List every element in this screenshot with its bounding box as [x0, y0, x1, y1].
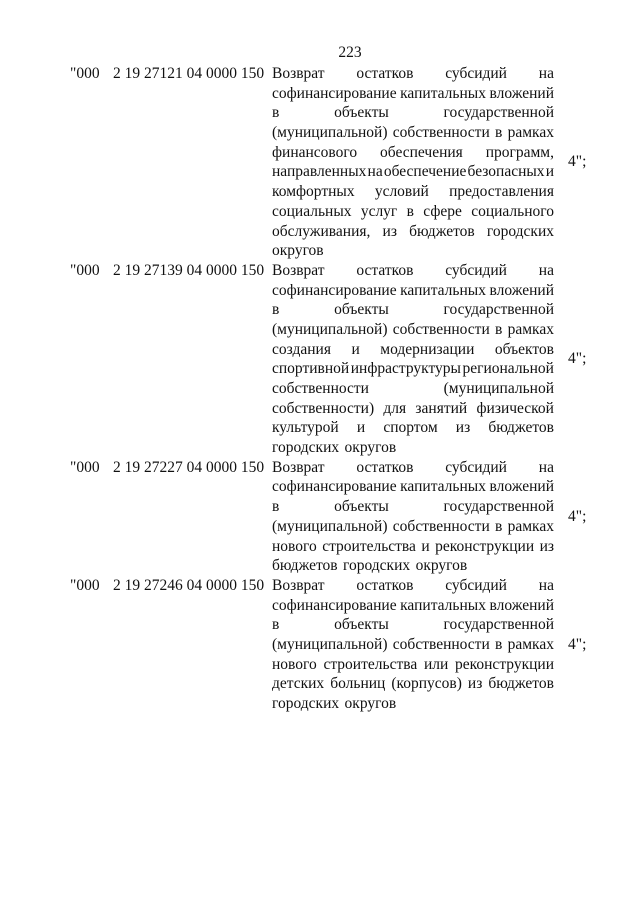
description-line: округов [272, 242, 324, 260]
description-line: (муниципальной) собственности в рамках [272, 517, 554, 535]
row-suffix: 4"; [568, 153, 587, 171]
description-line: детских больниц (корпусов) из бюджетов [272, 675, 554, 693]
description-line: городских округов [272, 695, 397, 712]
description-line: в объекты государственной [272, 301, 554, 319]
row-prefix: "000 [70, 576, 100, 594]
row-description [272, 64, 554, 261]
table-row [70, 261, 586, 458]
description-line: (муниципальной) собственности в рамках [272, 124, 554, 142]
description-line: нового строительства или реконструкции [272, 655, 554, 673]
description-line: культурой и спортом из бюджетов [272, 419, 554, 437]
table-row [70, 64, 586, 261]
description-line: направленных на обеспечение безопасных и [272, 163, 554, 181]
budget-code: 2 19 27121 04 0000 150 [113, 65, 265, 82]
description-line: обслуживания, из бюджетов городских [272, 222, 554, 240]
description-line: софинансирование капитальных вложений [272, 281, 554, 299]
description-line: в объекты государственной [272, 104, 554, 122]
description-line: (муниципальной) собственности в рамках [272, 320, 554, 338]
row-description [272, 261, 554, 458]
description-line: софинансирование капитальных вложений [272, 478, 554, 496]
row-description [272, 458, 554, 576]
description-line: бюджетов городских округов [272, 557, 468, 575]
table-row [70, 458, 586, 576]
description-line: городских округов [272, 439, 397, 457]
description-line: спортивной инфраструктуры региональной [272, 360, 554, 378]
row-suffix: 4"; [568, 507, 587, 525]
row-prefix: "000 [70, 65, 100, 82]
budget-code-table [70, 64, 586, 714]
description-line: Возврат остатков субсидий на [272, 65, 554, 82]
table-row [70, 576, 586, 714]
row-suffix: 4"; [568, 350, 587, 368]
description-line: софинансирование капитальных вложений [272, 84, 554, 102]
row-prefix: "000 [70, 458, 100, 476]
budget-code: 2 19 27139 04 0000 150 [113, 261, 265, 279]
budget-code: 2 19 27227 04 0000 150 [113, 458, 265, 476]
page-number: 223 [338, 44, 362, 61]
description-line: Возврат остатков субсидий на [272, 261, 554, 279]
row-description [272, 576, 554, 714]
description-line: создания и модернизации объектов [272, 340, 554, 358]
description-line: софинансирование капитальных вложений [272, 596, 554, 614]
description-line: финансового обеспечения программ, [272, 143, 554, 161]
description-line: социальных услуг в сфере социального [272, 202, 554, 220]
row-prefix: "000 [70, 261, 100, 279]
description-line: нового строительства и реконструкции из [272, 537, 554, 555]
description-line: в объекты государственной [272, 498, 554, 516]
description-line: собственности) для занятий физической [272, 399, 554, 417]
budget-code: 2 19 27246 04 0000 150 [113, 576, 265, 594]
description-line: Возврат остатков субсидий на [272, 458, 554, 476]
description-line: в объекты государственной [272, 616, 554, 634]
row-suffix: 4"; [568, 635, 587, 653]
description-line: (муниципальной) собственности в рамках [272, 635, 554, 653]
description-line: собственности (муниципальной [272, 380, 554, 397]
description-line: комфортных условий предоставления [272, 183, 554, 201]
description-line: Возврат остатков субсидий на [272, 576, 554, 594]
